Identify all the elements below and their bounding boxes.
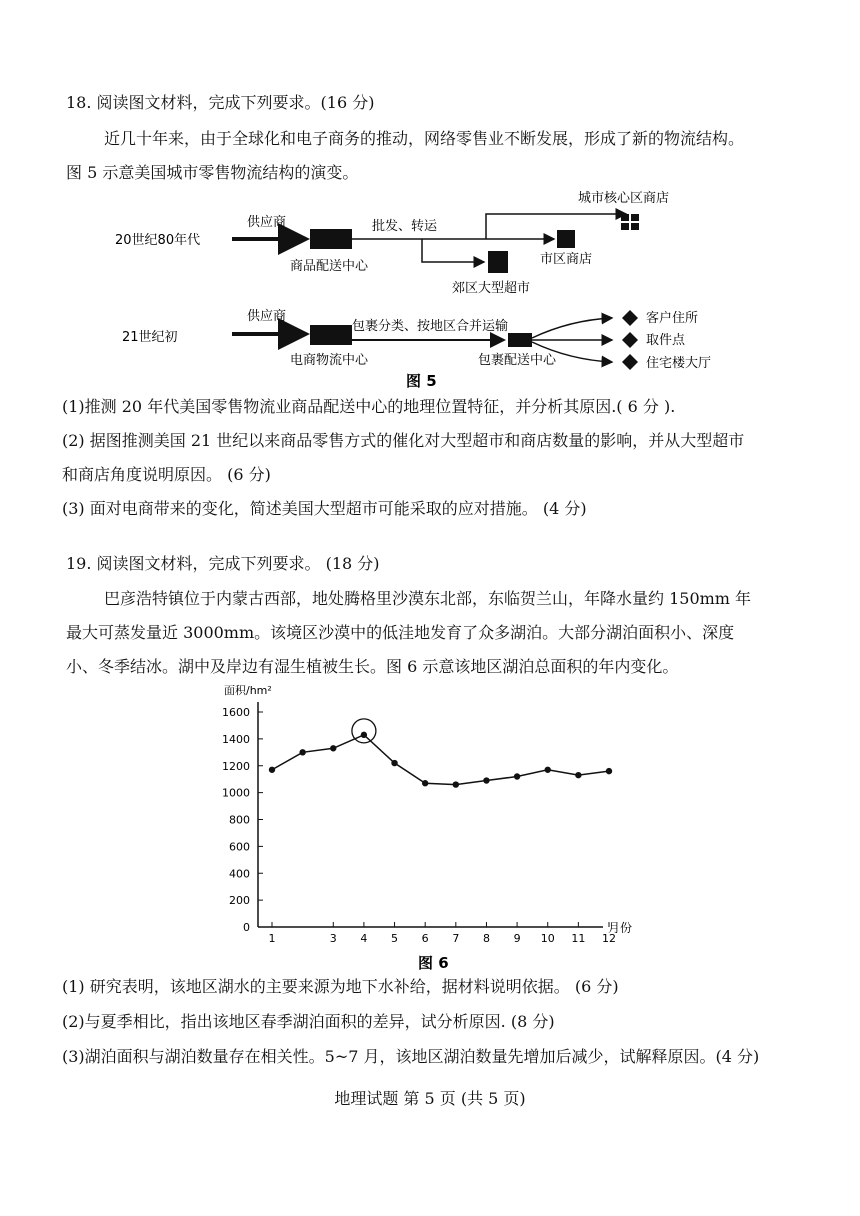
q18-sub1: (1)推测 20 年代美国零售物流业商品配送中心的地理位置特征，并分析其原因.( 6 分 ). <box>62 397 676 416</box>
era2-supplier-label: 供应商 <box>247 309 287 324</box>
era1-distribution-center <box>310 229 352 249</box>
q18-intro-line1: 近几十年来，由于全球化和电子商务的推动，网络零售业不断发展，形成了新的物流结构。 <box>104 129 745 148</box>
era1-city-store-label: 市区商店 <box>540 252 593 267</box>
y-tick-label: 1600 <box>222 706 250 719</box>
figure-6-caption: 图 6 <box>418 954 449 972</box>
x-tick-label: 1 <box>268 932 276 945</box>
q19-sub2: (2)与夏季相比，指出该地区春季湖泊面积的差异，试分析原因. (8 分) <box>62 1012 555 1031</box>
x-tick-label: 6 <box>421 932 429 945</box>
q18-heading: 18. 阅读图文材料，完成下列要求。(16 分) <box>66 93 375 112</box>
data-point <box>453 781 459 787</box>
data-point <box>299 749 305 755</box>
data-point <box>514 773 520 779</box>
x-tick-label: 5 <box>391 932 399 945</box>
x-tick-label: 10 <box>540 932 555 945</box>
y-tick-label: 1200 <box>222 759 250 773</box>
era2-flow-label: 包裹分类、按地区合并运输 <box>352 319 509 334</box>
era1-core-store-label: 城市核心区商店 <box>578 191 670 206</box>
data-point <box>422 780 428 786</box>
x-tick-label: 4 <box>360 932 368 945</box>
y-tick-label: 200 <box>229 894 250 908</box>
core-store-grid-icon <box>621 214 639 230</box>
y-tick-label: 1000 <box>222 786 250 800</box>
data-point <box>545 767 551 773</box>
data-point <box>606 768 612 774</box>
era1-flow-label: 批发、转运 <box>372 219 438 234</box>
q19-intro-line3: 小、冬季结冰。湖中及岸边有湿生植被生长。图 6 示意该地区湖泊总面积的年内变化。 <box>66 657 679 676</box>
data-point <box>391 760 397 766</box>
q18-sub3: (3) 面对电商带来的变化，简述美国大型超市可能采取的应对措施。 (4 分) <box>62 499 587 518</box>
data-point <box>575 772 581 778</box>
era1-suburb-market <box>488 251 508 273</box>
q19-intro-line2: 最大可蒸发量近 3000mm。该境区沙漠中的低洼地发育了众多湖泊。大部分湖泊面积小、深度 <box>66 623 735 642</box>
era2-dest3-label: 住宅楼大厅 <box>646 356 712 371</box>
era2-dest2-label: 取件点 <box>646 333 686 348</box>
series-line <box>272 735 609 785</box>
x-tick-label: 12 <box>602 932 616 945</box>
x-tick-label: 3 <box>329 932 337 945</box>
q19-intro-line1: 巴彦浩特镇位于内蒙古西部，地处腾格里沙漠东北部，东临贺兰山，年降水量约 150mm 年 <box>104 589 752 608</box>
q18-intro-line2: 图 5 示意美国城市零售物流结构的演变。 <box>66 163 359 182</box>
page-footer: 地理试题 第 5 页 (共 5 页) <box>334 1089 526 1108</box>
figure-5-diagram <box>0 180 860 400</box>
data-point <box>330 745 336 751</box>
q19-sub3: (3)湖泊面积与湖泊数量存在相关性。5~7 月，该地区湖泊数量先增加后减少，试解释原因。(4 分) <box>62 1047 760 1066</box>
y-tick-label: 600 <box>229 840 250 854</box>
highlight-circle <box>352 719 376 743</box>
x-tick-label: 11 <box>571 932 586 945</box>
era1-center-label: 商品配送中心 <box>290 259 369 274</box>
era2-center-label: 电商物流中心 <box>290 353 369 368</box>
x-tick-label: 8 <box>482 932 490 945</box>
dest3-diamond-icon <box>622 354 638 370</box>
x-axis-label: 月份 <box>608 921 633 935</box>
x-tick-label: 7 <box>452 932 460 945</box>
era2-dest1-label: 客户住所 <box>646 311 699 326</box>
era1-suburb-label: 郊区大型超市 <box>452 281 531 296</box>
q18-sub2-line1: (2) 据图推测美国 21 世纪以来商品零售方式的催化对大型超市和商店数量的影响，并从大型超市 <box>62 431 745 450</box>
era1-supplier-label: 供应商 <box>247 215 287 230</box>
x-tick-label: 9 <box>513 932 521 945</box>
era2-ecommerce-center <box>310 325 352 345</box>
y-tick-label: 1400 <box>222 732 250 746</box>
y-tick-label: 400 <box>229 867 250 881</box>
era2-parcel-center <box>508 333 532 347</box>
figure-5-caption: 图 5 <box>406 372 437 390</box>
figure-6-chart <box>0 680 860 980</box>
dest2-diamond-icon <box>622 332 638 348</box>
q18-sub2-line2: 和商店角度说明原因。 (6 分) <box>62 465 271 484</box>
dest1-diamond-icon <box>622 310 638 326</box>
data-point <box>361 732 367 738</box>
era2-label: 21世纪初 <box>122 330 178 345</box>
era2-parcel-label: 包裹配送中心 <box>478 353 557 368</box>
era1-label: 20世纪80年代 <box>115 233 201 248</box>
q19-heading: 19. 阅读图文材料，完成下列要求。 (18 分) <box>66 554 380 573</box>
y-tick-label: 0 <box>243 921 250 934</box>
q19-sub1: (1) 研究表明，该地区湖水的主要来源为地下水补给，据材料说明依据。 (6 分) <box>62 977 619 996</box>
era1-city-store <box>557 230 575 248</box>
data-point <box>483 777 489 783</box>
y-tick-label: 800 <box>229 813 250 827</box>
y-axis-label: 面积/hm² <box>224 684 272 697</box>
data-point <box>269 767 275 773</box>
